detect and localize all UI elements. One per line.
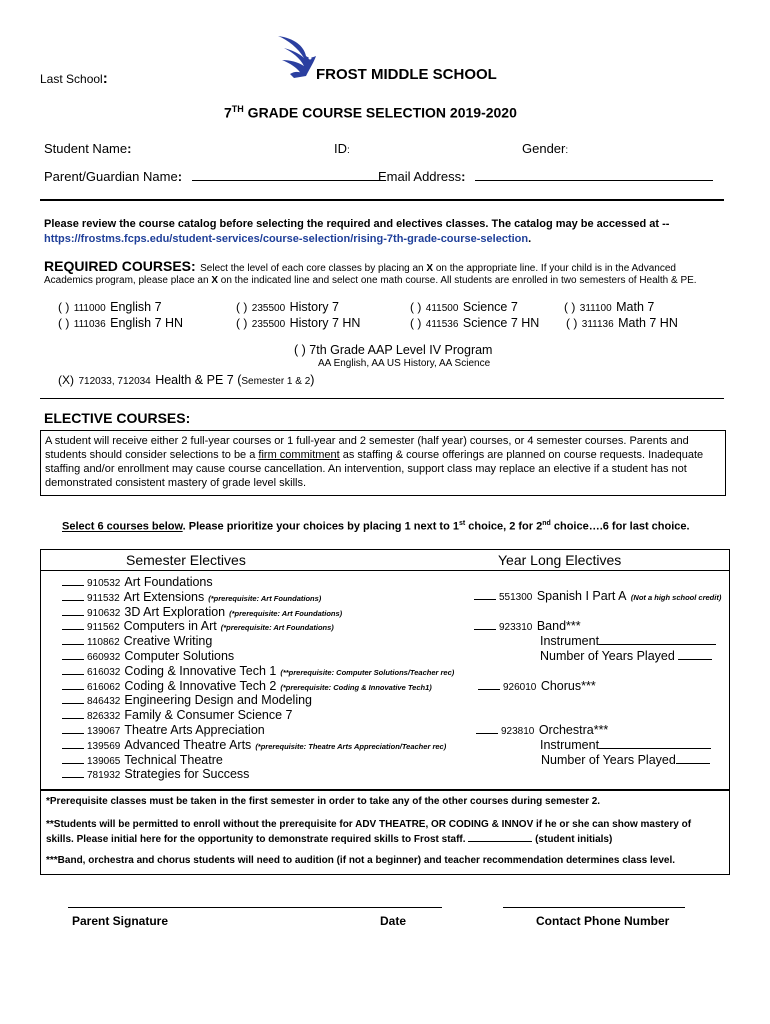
- title-sup: TH: [231, 104, 244, 114]
- colon: :: [347, 145, 350, 156]
- course-name: Theatre Arts Appreciation: [124, 723, 265, 737]
- course-name: Computer Solutions: [124, 649, 235, 663]
- course-history-7-hn[interactable]: ( ) 235500 History 7 HN: [236, 316, 361, 330]
- course-history-7[interactable]: ( ) 235500 History 7: [236, 300, 339, 314]
- rank-blank[interactable]: [62, 649, 84, 660]
- contact-phone-label: Contact Phone Number: [536, 914, 670, 928]
- rank-blank[interactable]: [62, 708, 84, 719]
- required-heading-line: [44, 258, 676, 276]
- prerequisite-note: (*prerequisite: Art Foundations): [229, 608, 343, 618]
- course-code: 660932: [87, 652, 121, 663]
- last-school-field[interactable]: [40, 70, 108, 87]
- course-code: 139569: [87, 740, 121, 752]
- course-math-7[interactable]: ( ) 311100 Math 7: [564, 300, 655, 314]
- colon: :: [177, 169, 183, 184]
- health-pe-course[interactable]: (X) 712033, 712034 Health & PE 7 (Semester 1 & 2): [58, 373, 315, 387]
- rank-blank[interactable]: [62, 619, 84, 630]
- colon: :: [461, 169, 466, 184]
- course-name: Art Foundations: [124, 575, 213, 589]
- rank-blank[interactable]: [62, 723, 84, 734]
- course-code: 139067: [87, 726, 121, 737]
- prerequisite-note: (*prerequisite: Theatre Arts Appreciation/Teacher rec): [255, 741, 447, 751]
- parent-signature-label: Parent Signature: [72, 914, 169, 928]
- band-instrument-field[interactable]: Instrument: [540, 632, 716, 648]
- prerequisite-note: (*prerequisite: Coding & Innovative Tech1): [280, 682, 432, 692]
- note-prerequisite: *Prerequisite classes must be taken in the first semester in order to take any of the other courses during semester 2.: [46, 796, 601, 807]
- required-instructions-2: Academics program, please place an X on the indicated line and select one math course. All students are enrolled in two semesters of Health & PE.: [44, 275, 697, 286]
- course-science-7[interactable]: ( ) 411500 Science 7: [410, 300, 518, 314]
- date-label: Date: [380, 914, 407, 928]
- band-years-field[interactable]: Number of Years Played: [540, 647, 712, 663]
- course-code: 846432: [87, 696, 121, 708]
- title-rest: GRADE COURSE SELECTION 2019-2020: [243, 104, 517, 121]
- hawk-logo: [270, 34, 318, 82]
- rank-blank[interactable]: [62, 575, 84, 586]
- spanish-elective[interactable]: 551300 Spanish I Part A (Not a high school credit): [474, 587, 721, 605]
- course-name: Art Extensions: [123, 589, 205, 604]
- email-line[interactable]: [475, 168, 713, 181]
- page-title: [224, 104, 517, 121]
- student-name-field[interactable]: [44, 141, 131, 156]
- course-name: Coding & Innovative Tech 1: [124, 663, 277, 678]
- course-code: 781932: [87, 770, 121, 782]
- course-code: 911562: [87, 622, 120, 634]
- course-code: 139065: [87, 755, 121, 767]
- course-code: 616062: [87, 681, 121, 693]
- title-grade: 7: [224, 104, 232, 121]
- semester-electives-heading: Semester Electives: [126, 552, 246, 568]
- rank-blank[interactable]: [62, 605, 84, 616]
- elective-heading: ELECTIVE COURSES:: [44, 410, 191, 426]
- note-enroll-2[interactable]: skills. Please initial here for the opportunity to demonstrate required skills to Frost staff. (student initials): [46, 834, 613, 845]
- last-school-colon: :: [102, 70, 108, 87]
- course-code: 110862: [87, 637, 120, 649]
- semester-elective-row[interactable]: [62, 765, 249, 783]
- signature-line[interactable]: [68, 907, 442, 908]
- student-name-label: Student Name: [44, 141, 128, 156]
- aap-program[interactable]: ( ) 7th Grade AAP Level IV Program: [294, 343, 493, 357]
- note-audition: ***Band, orchestra and chorus students will need to audition (if not a beginner) and teacher recommendation determines class level.: [46, 855, 676, 866]
- parent-name-line[interactable]: [192, 168, 380, 181]
- rank-blank[interactable]: [62, 679, 84, 690]
- catalog-link[interactable]: https://frostms.fcps.edu/student-services/course-selection/rising-7th-grade-course-selection: [44, 233, 529, 245]
- last-school-label: Last School: [40, 72, 103, 86]
- prerequisite-note: (*prerequisite: Art Foundations): [208, 593, 322, 603]
- divider: [40, 398, 724, 399]
- required-instructions: Select the level of each core classes by placing an X on the appropriate line. If your child is in the Advanced: [200, 263, 676, 274]
- phone-line[interactable]: [503, 907, 685, 908]
- elective-text-4: demonstrated consistent mastery of grade level skills.: [45, 477, 307, 489]
- rank-blank[interactable]: [62, 664, 84, 675]
- course-code: 910532: [87, 578, 121, 589]
- gender-field[interactable]: [522, 141, 568, 156]
- rank-blank[interactable]: [62, 590, 84, 601]
- note-enroll-1: **Students will be permitted to enroll without the prerequisite for ADV THEATRE, OR CODING & INNOV if he or she can show mastery of: [46, 819, 692, 830]
- aap-subtext: AA English, AA US History, AA Science: [318, 358, 491, 369]
- prerequisite-note: (*prerequisite: Art Foundations): [220, 623, 334, 633]
- course-name: Technical Theatre: [124, 752, 223, 767]
- yearlong-electives-heading: Year Long Electives: [498, 552, 622, 568]
- orchestra-years-field[interactable]: Number of Years Played: [541, 751, 710, 767]
- email-label: Email Address: [378, 169, 462, 184]
- rank-blank[interactable]: [62, 767, 84, 778]
- catalog-link-line: [44, 233, 531, 245]
- divider: [40, 199, 724, 201]
- course-math-7-hn[interactable]: ( ) 311136 Math 7 HN: [566, 316, 678, 330]
- course-code: 910632: [87, 607, 121, 619]
- course-english-7-hn[interactable]: ( ) 111036 English 7 HN: [58, 316, 184, 330]
- gender-label: Gender: [522, 141, 566, 156]
- colon: :: [127, 141, 132, 156]
- id-field[interactable]: [334, 141, 350, 156]
- course-english-7[interactable]: ( ) 111000 English 7: [58, 300, 162, 314]
- school-name: FROST MIDDLE SCHOOL: [316, 66, 497, 83]
- select-instructions: Select 6 courses below. Please prioritize your choices by placing 1 next to 1st choice, 2 for 2nd choice….6 for last choice.: [62, 520, 690, 533]
- prerequisite-note: (**prerequisite: Computer Solutions/Teacher rec): [280, 667, 455, 677]
- course-name: 3D Art Exploration: [124, 604, 226, 619]
- course-name: Coding & Innovative Tech 2: [124, 678, 277, 693]
- course-name: Creative Writing: [123, 634, 213, 649]
- elective-text-2: students should consider selections to be a firm commitment as staffing & course offerings are planned on course requests. Inadequate: [45, 449, 704, 461]
- id-label: ID: [334, 141, 347, 156]
- colon: :: [565, 145, 569, 156]
- orchestra-elective[interactable]: 923810 Orchestra***: [476, 721, 608, 739]
- elective-text-3: staffing and/or enrollment may cause course cancellation. An intervention, support class may replace an elective if a student has not: [45, 463, 687, 475]
- course-science-7-hn[interactable]: ( ) 411536 Science 7 HN: [410, 316, 540, 330]
- course-name: Strategies for Success: [124, 767, 250, 782]
- required-heading: REQUIRED COURSES:: [44, 258, 196, 274]
- rank-blank[interactable]: [62, 753, 84, 764]
- parent-name-field[interactable]: [44, 168, 380, 184]
- course-name: Engineering Design and Modeling: [124, 693, 313, 708]
- course-code: 826332: [87, 711, 121, 723]
- email-field[interactable]: [378, 168, 713, 184]
- course-name: Advanced Theatre Arts: [124, 737, 252, 752]
- course-name: Computers in Art: [123, 619, 217, 634]
- orchestra-instrument-field[interactable]: Instrument: [540, 736, 711, 752]
- parent-name-label: Parent/Guardian Name: [44, 169, 178, 184]
- catalog-link-end: .: [528, 233, 532, 245]
- course-name: Family & Consumer Science 7: [124, 708, 293, 723]
- rank-blank[interactable]: [62, 738, 84, 749]
- course-code: 616032: [87, 666, 121, 678]
- catalog-notice: Please review the course catalog before selecting the required and electives classes. The catalog may be accessed at --: [44, 218, 670, 230]
- course-code: 911532: [87, 592, 120, 604]
- chorus-elective[interactable]: 926010 Chorus***: [478, 677, 596, 695]
- electives-header-divider: [40, 570, 729, 571]
- elective-text-1: A student will receive either 2 full-year courses or 1 full-year and 2 semester (half year) courses, or 4 semester courses. Parents and: [45, 435, 689, 447]
- rank-blank[interactable]: [62, 693, 84, 704]
- rank-blank[interactable]: [62, 634, 84, 645]
- band-elective[interactable]: 923310 Band***: [474, 617, 581, 635]
